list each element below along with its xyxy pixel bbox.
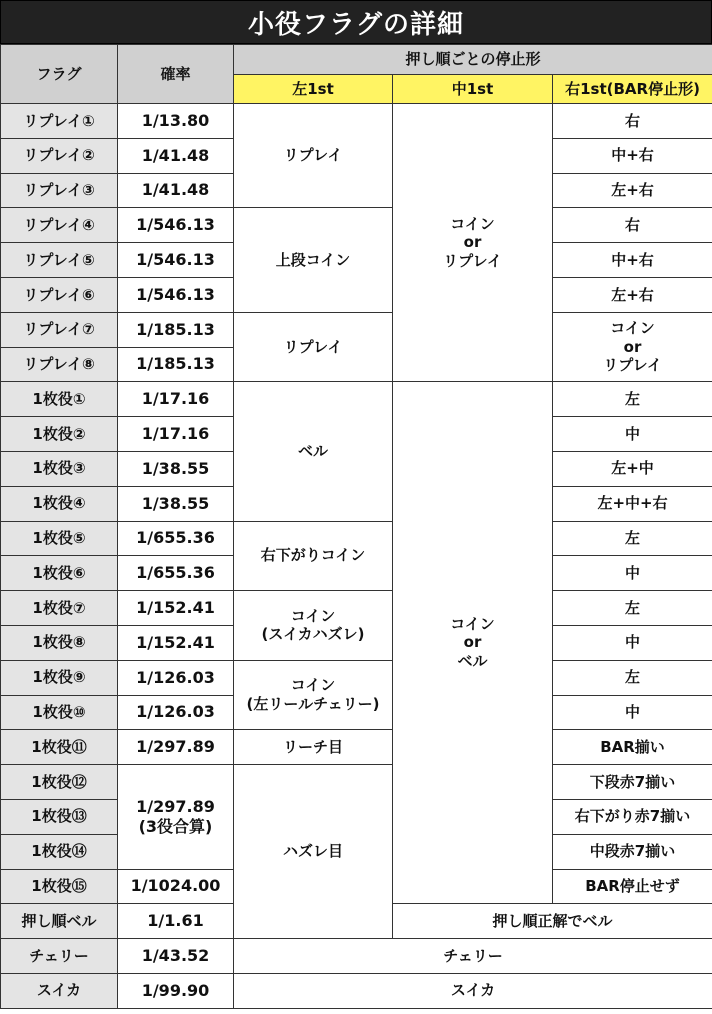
left-upper-coin-cell: 上段コイン bbox=[234, 208, 393, 312]
header-prob: 確率 bbox=[118, 45, 234, 104]
flag-cell: リプレイ③ bbox=[1, 173, 118, 208]
prob-cell: 1/297.89 bbox=[118, 730, 234, 765]
right-coin-or-replay-cell bbox=[553, 312, 712, 382]
flag-cell: リプレイ① bbox=[1, 104, 118, 139]
right-cell: 左 bbox=[553, 591, 712, 626]
middle-line: or bbox=[463, 233, 482, 252]
middle-line: コイン bbox=[450, 614, 495, 633]
middle-coin-or-replay-cell bbox=[393, 104, 553, 382]
prob-cell: 1/546.13 bbox=[118, 243, 234, 278]
header-order-group: 押し順ごとの停止形 bbox=[234, 45, 712, 75]
header-flag: フラグ bbox=[1, 45, 118, 104]
left-line: コイン bbox=[290, 676, 336, 695]
prob-line: 1/297.89 bbox=[136, 796, 215, 816]
right-cell: 左 bbox=[553, 382, 712, 417]
right-line: リプレイ bbox=[603, 356, 662, 375]
left-line: (スイカハズレ) bbox=[261, 625, 365, 644]
right-cell: 中 bbox=[553, 625, 712, 660]
flag-cell: 1枚役② bbox=[1, 417, 118, 452]
middle-line: or bbox=[463, 633, 482, 652]
prob-cell: 1/152.41 bbox=[118, 591, 234, 626]
header-left-1st: 左1st bbox=[234, 75, 393, 104]
right-cell: 左 bbox=[553, 521, 712, 556]
prob-cell: 1/655.36 bbox=[118, 556, 234, 591]
header-middle-1st: 中1st bbox=[393, 75, 553, 104]
right-cell: 右下がり赤7揃い bbox=[553, 799, 712, 834]
flag-cell: 1枚役⑥ bbox=[1, 556, 118, 591]
right-cell: 左+中+右 bbox=[553, 486, 712, 521]
left-coin-cherry-cell bbox=[234, 660, 393, 730]
right-cell: 中段赤7揃い bbox=[553, 834, 712, 869]
right-cell: 右 bbox=[553, 104, 712, 139]
middle-line: ベル bbox=[457, 652, 488, 671]
left-line: コイン bbox=[290, 606, 336, 625]
table-row bbox=[1, 382, 712, 417]
right-cell: 中 bbox=[553, 695, 712, 730]
right-cell: 左+右 bbox=[553, 277, 712, 312]
left-coin-suika-cell bbox=[234, 591, 393, 661]
prob-cell: 1/546.13 bbox=[118, 208, 234, 243]
flag-cell: リプレイ⑤ bbox=[1, 243, 118, 278]
middle-line: コイン bbox=[450, 214, 495, 233]
right-cell: 中 bbox=[553, 417, 712, 452]
flag-cell: 1枚役⑨ bbox=[1, 660, 118, 695]
right-cell: BAR停止せず bbox=[553, 869, 712, 904]
left-reach-cell: リーチ目 bbox=[234, 730, 393, 765]
prob-cell: 1/126.03 bbox=[118, 695, 234, 730]
flag-cell: 1枚役① bbox=[1, 382, 118, 417]
prob-cell: 1/546.13 bbox=[118, 277, 234, 312]
flag-cell: 1枚役④ bbox=[1, 486, 118, 521]
left-hazure-cell: ハズレ目 bbox=[234, 765, 393, 939]
flag-cell: リプレイ⑦ bbox=[1, 312, 118, 347]
flag-cell: 押し順ベル bbox=[1, 904, 118, 939]
flag-cell: 1枚役⑪ bbox=[1, 730, 118, 765]
flag-cell: リプレイ⑧ bbox=[1, 347, 118, 382]
prob-line: (3役合算) bbox=[138, 816, 213, 836]
prob-cell: 1/1.61 bbox=[118, 904, 234, 939]
right-cell: 中 bbox=[553, 556, 712, 591]
prob-cell: 1/41.48 bbox=[118, 173, 234, 208]
header-right-1st: 右1st(BAR停止形) bbox=[553, 75, 712, 104]
page-title: 小役フラグの詳細 bbox=[0, 0, 712, 44]
middle-coin-or-bell-cell bbox=[393, 382, 553, 904]
right-line: コイン bbox=[610, 318, 655, 337]
prob-cell: 1/17.16 bbox=[118, 382, 234, 417]
table-row bbox=[1, 208, 712, 243]
right-cell: 左+中 bbox=[553, 451, 712, 486]
left-migisagari-coin-cell: 右下がりコイン bbox=[234, 521, 393, 591]
right-cell: 左 bbox=[553, 660, 712, 695]
flag-cell: 1枚役⑫ bbox=[1, 765, 118, 800]
right-line: or bbox=[623, 337, 642, 356]
right-cell: 中+右 bbox=[553, 138, 712, 173]
right-cell: BAR揃い bbox=[553, 730, 712, 765]
flag-cell: 1枚役⑧ bbox=[1, 625, 118, 660]
oshijun-bell-cell: 押し順正解でベル bbox=[393, 904, 712, 939]
flag-cell: 1枚役⑦ bbox=[1, 591, 118, 626]
table-row bbox=[1, 660, 712, 695]
table-row bbox=[1, 973, 712, 1008]
prob-cell: 1/38.55 bbox=[118, 486, 234, 521]
prob-cell: 1/99.90 bbox=[118, 973, 234, 1008]
prob-cell: 1/185.13 bbox=[118, 312, 234, 347]
table-row bbox=[1, 730, 712, 765]
left-replay-2-cell: リプレイ bbox=[234, 312, 393, 382]
flag-cell: リプレイ⑥ bbox=[1, 277, 118, 312]
flag-cell: 1枚役⑮ bbox=[1, 869, 118, 904]
prob-cell: 1/13.80 bbox=[118, 104, 234, 139]
right-cell: 右 bbox=[553, 208, 712, 243]
right-cell: 下段赤7揃い bbox=[553, 765, 712, 800]
prob-cell: 1/126.03 bbox=[118, 660, 234, 695]
prob-cell: 1/38.55 bbox=[118, 451, 234, 486]
flag-cell: スイカ bbox=[1, 973, 118, 1008]
flag-cell: 1枚役⑤ bbox=[1, 521, 118, 556]
prob-cell: 1/43.52 bbox=[118, 939, 234, 974]
flag-cell: チェリー bbox=[1, 939, 118, 974]
right-cell: 左+右 bbox=[553, 173, 712, 208]
table-row bbox=[1, 521, 712, 556]
middle-line: リプレイ bbox=[443, 252, 502, 271]
prob-cell: 1/655.36 bbox=[118, 521, 234, 556]
prob-combined-cell bbox=[118, 765, 234, 869]
right-cell: 中+右 bbox=[553, 243, 712, 278]
table-row bbox=[1, 939, 712, 974]
flag-cell: リプレイ④ bbox=[1, 208, 118, 243]
suika-cell: スイカ bbox=[234, 973, 712, 1008]
cherry-cell: チェリー bbox=[234, 939, 712, 974]
prob-cell: 1/1024.00 bbox=[118, 869, 234, 904]
prob-cell: 1/152.41 bbox=[118, 625, 234, 660]
table-row bbox=[1, 104, 712, 139]
flag-cell: 1枚役⑭ bbox=[1, 834, 118, 869]
flag-cell: 1枚役⑩ bbox=[1, 695, 118, 730]
left-bell-cell: ベル bbox=[234, 382, 393, 521]
left-line: (左リールチェリー) bbox=[246, 695, 380, 714]
table-row bbox=[1, 591, 712, 626]
flag-cell: リプレイ② bbox=[1, 138, 118, 173]
table-row bbox=[1, 765, 712, 800]
left-replay-cell: リプレイ bbox=[234, 104, 393, 208]
prob-cell: 1/41.48 bbox=[118, 138, 234, 173]
prob-cell: 1/185.13 bbox=[118, 347, 234, 382]
table-row bbox=[1, 312, 712, 347]
flag-cell: 1枚役③ bbox=[1, 451, 118, 486]
flag-cell: 1枚役⑬ bbox=[1, 799, 118, 834]
flag-table bbox=[0, 44, 712, 1009]
prob-cell: 1/17.16 bbox=[118, 417, 234, 452]
